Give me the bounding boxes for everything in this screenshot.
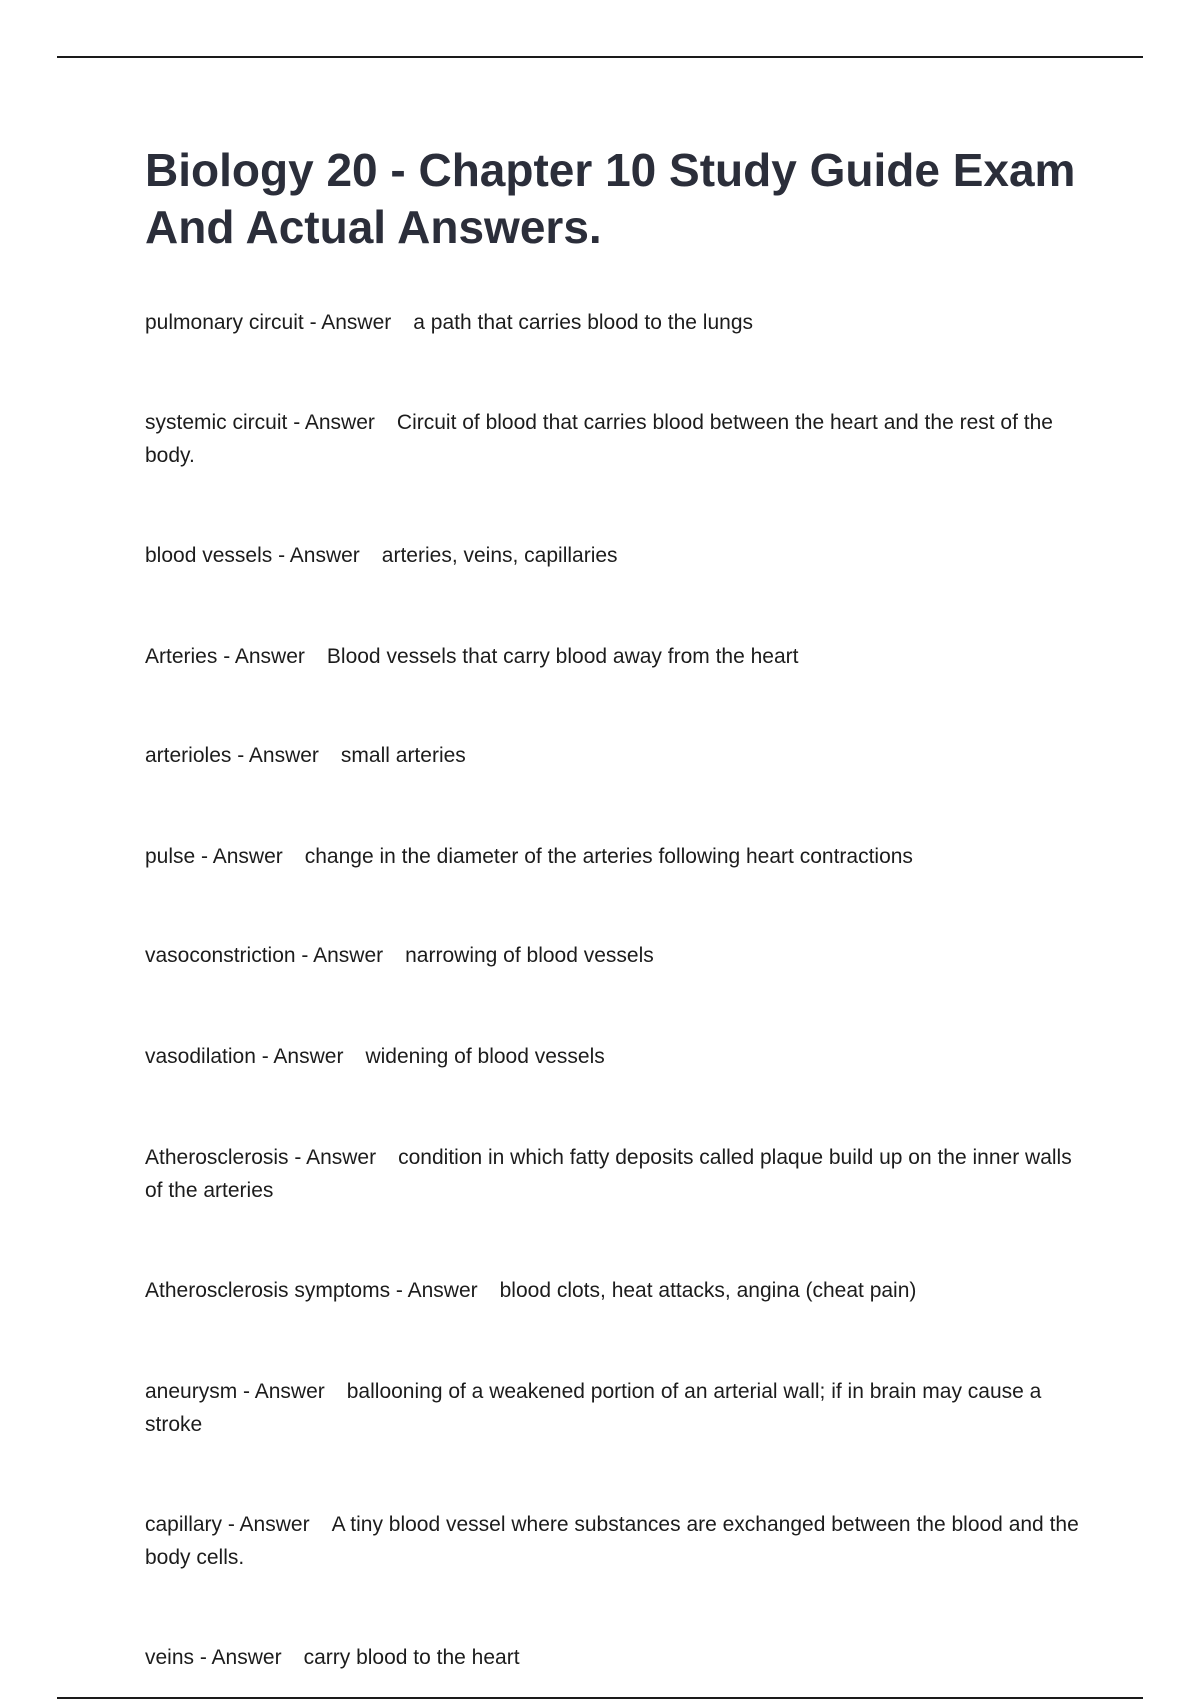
answer: ballooning of a weakened portion of an arterial wall; if in brain may cause a stroke [145, 1380, 1042, 1436]
qa-item [145, 406, 1090, 472]
answer: widening of blood vessels [365, 1045, 605, 1068]
qa-item [145, 539, 1090, 572]
qa-item [145, 1040, 1090, 1073]
answer: small arteries [340, 744, 466, 767]
term: systemic circuit [145, 411, 288, 434]
answer-separator: - Answer [199, 1646, 282, 1669]
answer: change in the diameter of the arteries following heart contractions [304, 845, 913, 868]
qa-item [145, 1375, 1090, 1441]
top-rule [57, 56, 1143, 58]
answer-separator: - Answer [201, 845, 283, 868]
answer-separator: - Answer [261, 1045, 344, 1068]
answer: A tiny blood vessel where substances are exchanged between the blood and the body cells. [145, 1513, 1079, 1569]
qa-item [145, 1641, 1090, 1674]
answer: arteries, veins, capillaries [381, 544, 618, 567]
term: vasoconstriction [145, 944, 296, 967]
qa-item [145, 1508, 1090, 1574]
term: pulmonary circuit [145, 311, 304, 334]
answer: a path that carries blood to the lungs [413, 311, 754, 334]
term: blood vessels [145, 544, 273, 567]
answer: carry blood to the heart [303, 1646, 520, 1669]
answer-separator: - Answer [243, 1380, 325, 1403]
qa-item [145, 840, 1090, 873]
qa-item [145, 306, 1090, 339]
qa-item [145, 1141, 1090, 1207]
answer-separator: - Answer [223, 645, 305, 668]
answer-separator: - Answer [227, 1513, 310, 1536]
answer: condition in which fatty deposits called plaque build up on the inner walls of the arteries [145, 1146, 1072, 1202]
qa-item [145, 739, 1090, 772]
term: veins [145, 1646, 195, 1669]
answer-separator: - Answer [395, 1279, 478, 1302]
answer: narrowing of blood vessels [405, 944, 654, 967]
term: arterioles [145, 744, 232, 767]
qa-item [145, 939, 1090, 972]
qa-item [145, 640, 1090, 673]
answer-separator: - Answer [237, 744, 319, 767]
term: aneurysm [145, 1380, 238, 1403]
term: Atherosclerosis symptoms [145, 1279, 391, 1302]
answer-separator: - Answer [309, 311, 392, 334]
qa-item [145, 1274, 1090, 1307]
term: Arteries [145, 645, 218, 668]
page-title: Biology 20 - Chapter 10 Study Guide Exam And Actual Answers. [145, 144, 1076, 253]
term: vasodilation [145, 1045, 256, 1068]
answer: blood clots, heat attacks, angina (cheat pain) [499, 1279, 917, 1302]
answer-separator: - Answer [301, 944, 384, 967]
bottom-rule [57, 1697, 1143, 1699]
term: pulse [145, 845, 196, 868]
answer-separator: - Answer [294, 1146, 377, 1169]
answer: Blood vessels that carry blood away from the heart [326, 645, 799, 668]
term: Atherosclerosis [145, 1146, 289, 1169]
answer-separator: - Answer [293, 411, 375, 434]
answer-separator: - Answer [278, 544, 360, 567]
answer: Circuit of blood that carries blood between the heart and the rest of the body. [145, 411, 1053, 467]
term: capillary [145, 1513, 223, 1536]
